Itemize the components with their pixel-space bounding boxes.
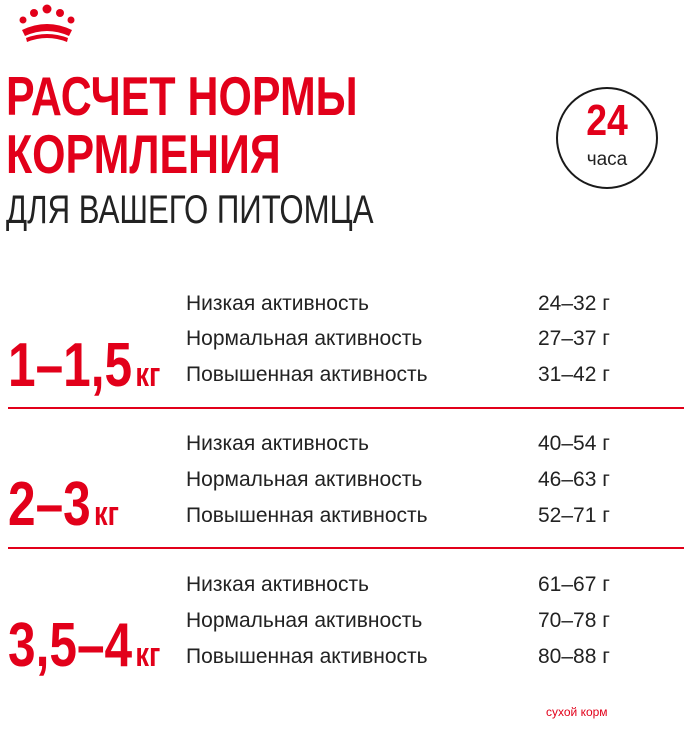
- portion-value: 24–32 г: [538, 292, 610, 315]
- weight-unit: кг: [135, 356, 161, 394]
- weight-value: 1–1,5: [8, 331, 133, 400]
- activity-label: Повышенная активность: [186, 363, 428, 386]
- weight-value: 2–3: [8, 470, 91, 539]
- weight-section: [0, 565, 692, 705]
- daily-badge: [556, 87, 658, 189]
- weight-range: [8, 472, 119, 538]
- activity-label: Низкая активность: [186, 292, 370, 315]
- activity-label: Нормальная активность: [186, 468, 423, 491]
- weight-section: [0, 424, 692, 564]
- activity-label: Нормальная активность: [186, 609, 423, 632]
- footnote: сухой корм: [546, 705, 608, 719]
- portion-value: 70–78 г: [538, 609, 610, 632]
- weight-range: [8, 613, 160, 679]
- activity-label: Нормальная активность: [186, 327, 423, 350]
- section-divider: [8, 547, 684, 549]
- weight-range: [8, 333, 160, 399]
- weight-unit: кг: [135, 636, 161, 674]
- portion-value: 27–37 г: [538, 327, 610, 350]
- crown-icon: [14, 4, 80, 44]
- badge-number: 24: [586, 96, 628, 145]
- page-title-line2: КОРМЛЕНИЯ: [6, 123, 281, 185]
- weight-value: 3,5–4: [8, 611, 133, 680]
- activity-label: Повышенная активность: [186, 645, 428, 668]
- activity-label: Низкая активность: [186, 573, 370, 596]
- weight-unit: кг: [93, 495, 119, 533]
- section-divider: [8, 407, 684, 409]
- portion-value: 46–63 г: [538, 468, 610, 491]
- page-subtitle: ДЛЯ ВАШЕГО ПИТОМЦА: [6, 188, 374, 232]
- weight-section: [0, 283, 692, 423]
- portion-value: 40–54 г: [538, 432, 610, 455]
- portion-value: 61–67 г: [538, 573, 610, 596]
- badge-label: часа: [586, 149, 628, 170]
- activity-label: Низкая активность: [186, 432, 370, 455]
- activity-label: Повышенная активность: [186, 504, 428, 527]
- portion-value: 31–42 г: [538, 363, 610, 386]
- page-title: РАСЧЕТ НОРМЫ: [6, 65, 358, 127]
- portion-value: 80–88 г: [538, 645, 610, 668]
- portion-value: 52–71 г: [538, 504, 610, 527]
